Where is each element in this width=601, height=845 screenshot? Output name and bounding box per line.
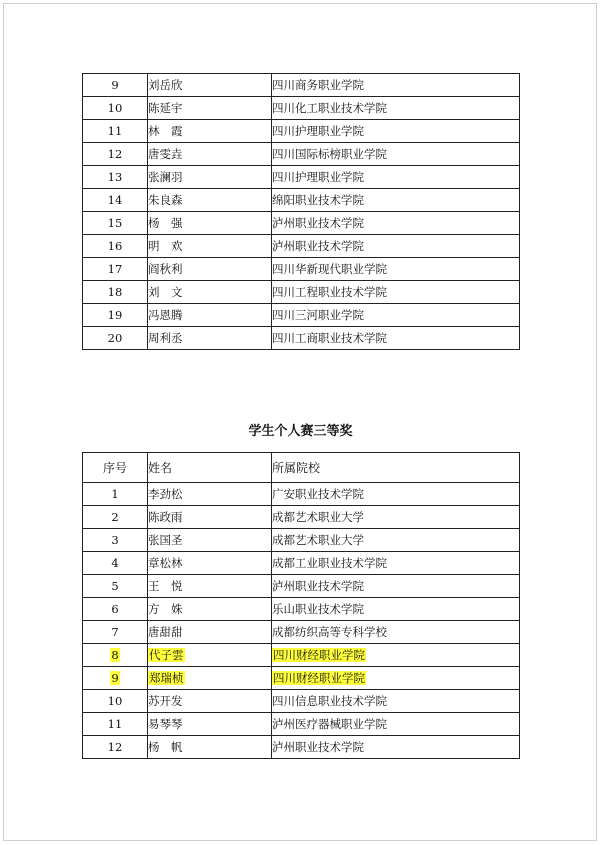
table-row [83, 736, 520, 759]
school-name: 四川财经职业学院 [273, 648, 365, 662]
school-name-cell [272, 598, 520, 621]
school-name-cell [272, 212, 520, 235]
row-number-cell [83, 736, 148, 759]
student-name-cell [148, 575, 272, 598]
row-number-cell [83, 529, 148, 552]
school-name: 四川工商职业技术学院 [272, 331, 387, 345]
row-number-cell [83, 552, 148, 575]
school-name-cell [272, 74, 520, 97]
student-name: 阎秋利 [148, 262, 183, 276]
row-number-cell [83, 644, 148, 667]
school-name: 四川护理职业学院 [272, 124, 364, 138]
row-number: 13 [107, 170, 123, 184]
student-name-cell [148, 212, 272, 235]
student-name: 王 悦 [148, 579, 183, 593]
student-name: 冯恩腾 [148, 308, 183, 322]
row-number: 2 [111, 510, 119, 524]
table-row [83, 690, 520, 713]
table-row [83, 506, 520, 529]
school-name: 泸州职业技术学院 [272, 239, 364, 253]
school-name: 泸州医疗器械职业学院 [272, 717, 387, 731]
student-name: 郑瑞桢 [149, 671, 184, 685]
row-number-cell [83, 143, 148, 166]
row-number: 5 [111, 579, 119, 593]
row-number: 15 [107, 216, 123, 230]
school-name: 泸州职业技术学院 [272, 740, 364, 754]
student-name: 张国圣 [148, 533, 183, 547]
student-name-cell [148, 621, 272, 644]
section-title: 学生个人赛三等奖 [248, 424, 353, 439]
school-name: 绵阳职业技术学院 [272, 193, 364, 207]
school-name-cell [272, 166, 520, 189]
table-row [83, 120, 520, 143]
school-name-cell [272, 97, 520, 120]
row-number-cell [83, 327, 148, 350]
school-name-cell [272, 327, 520, 350]
school-name-cell [272, 189, 520, 212]
row-number-cell [83, 621, 148, 644]
student-name: 苏开发 [148, 694, 183, 708]
school-name-cell [272, 575, 520, 598]
row-number: 12 [107, 740, 123, 754]
row-number: 3 [111, 533, 119, 547]
row-number-cell [83, 690, 148, 713]
school-name: 四川护理职业学院 [272, 170, 364, 184]
row-number-cell [83, 598, 148, 621]
table-row [83, 552, 520, 575]
student-name: 李劲松 [148, 487, 183, 501]
row-number: 7 [111, 625, 119, 639]
student-name: 周利丞 [148, 331, 183, 345]
school-name: 四川三河职业学院 [272, 308, 364, 322]
award-table-continued [82, 73, 520, 350]
row-number-cell [83, 304, 148, 327]
student-name: 陈政雨 [148, 510, 183, 524]
table-header-row [83, 453, 520, 483]
student-name-cell [148, 552, 272, 575]
table-row [83, 212, 520, 235]
student-name-cell [148, 598, 272, 621]
student-name: 林 霞 [148, 124, 183, 138]
table-row [83, 189, 520, 212]
student-name-cell [148, 736, 272, 759]
header-school: 所属院校 [272, 453, 520, 483]
student-name-cell [148, 74, 272, 97]
school-name-cell [272, 258, 520, 281]
row-number: 8 [111, 648, 119, 662]
row-number: 6 [111, 602, 119, 616]
row-number: 9 [111, 78, 119, 92]
student-name-cell [148, 327, 272, 350]
school-name: 广安职业技术学院 [272, 487, 364, 501]
table-row [83, 97, 520, 120]
row-number-cell [83, 166, 148, 189]
school-name-cell [272, 621, 520, 644]
table-row [83, 621, 520, 644]
row-number-cell [83, 97, 148, 120]
student-name-cell [148, 166, 272, 189]
table-row [83, 644, 520, 667]
student-name-cell [148, 529, 272, 552]
student-name: 张澜羽 [148, 170, 183, 184]
student-name-cell [148, 120, 272, 143]
table-row [83, 667, 520, 690]
table-row [83, 74, 520, 97]
table-row [83, 483, 520, 506]
student-name-cell [148, 506, 272, 529]
school-name-cell [272, 552, 520, 575]
row-number: 14 [107, 193, 123, 207]
school-name-cell [272, 143, 520, 166]
school-name: 成都工业职业技术学院 [272, 556, 387, 570]
row-number-cell [83, 575, 148, 598]
row-number: 1 [111, 487, 119, 501]
table-row [83, 143, 520, 166]
student-name: 唐甜甜 [148, 625, 183, 639]
table-row [83, 166, 520, 189]
school-name: 四川国际标榜职业学院 [272, 147, 387, 161]
row-number-cell [83, 189, 148, 212]
school-name: 四川信息职业技术学院 [272, 694, 387, 708]
row-number-cell [83, 120, 148, 143]
school-name: 成都艺术职业大学 [272, 510, 364, 524]
school-name-cell [272, 644, 520, 667]
school-name: 四川华新现代职业学院 [272, 262, 387, 276]
header-number: 序号 [83, 453, 148, 483]
student-name-cell [148, 235, 272, 258]
school-name-cell [272, 690, 520, 713]
row-number-cell [83, 212, 148, 235]
school-name-cell [272, 736, 520, 759]
row-number: 4 [111, 556, 119, 570]
student-name: 杨 帆 [148, 740, 183, 754]
school-name-cell [272, 483, 520, 506]
school-name: 四川化工职业技术学院 [272, 101, 387, 115]
row-number: 9 [111, 671, 119, 685]
student-name-cell [148, 690, 272, 713]
table-row [83, 281, 520, 304]
row-number: 12 [107, 147, 123, 161]
student-name-cell [148, 667, 272, 690]
table-row [83, 327, 520, 350]
student-name: 刘岳欣 [148, 78, 183, 92]
school-name-cell [272, 713, 520, 736]
student-name: 杨 强 [148, 216, 183, 230]
school-name: 四川工程职业技术学院 [272, 285, 387, 299]
school-name-cell [272, 529, 520, 552]
row-number: 18 [107, 285, 123, 299]
row-number: 16 [107, 239, 123, 253]
row-number: 17 [107, 262, 123, 276]
school-name: 泸州职业技术学院 [272, 579, 364, 593]
student-name: 朱良森 [148, 193, 183, 207]
student-name: 陈延宇 [148, 101, 183, 115]
student-name-cell [148, 713, 272, 736]
student-name-cell [148, 189, 272, 212]
student-name-cell [148, 644, 272, 667]
row-number-cell [83, 281, 148, 304]
row-number-cell [83, 483, 148, 506]
table-row [83, 598, 520, 621]
row-number: 10 [107, 101, 123, 115]
table-row [83, 575, 520, 598]
student-name-cell [148, 304, 272, 327]
school-name: 四川商务职业学院 [272, 78, 364, 92]
table-row [83, 304, 520, 327]
school-name: 四川财经职业学院 [273, 671, 365, 685]
row-number: 19 [107, 308, 123, 322]
row-number-cell [83, 258, 148, 281]
school-name-cell [272, 304, 520, 327]
table-row [83, 529, 520, 552]
row-number: 20 [107, 331, 123, 345]
student-name-cell [148, 97, 272, 120]
school-name: 成都艺术职业大学 [272, 533, 364, 547]
school-name: 成都纺织高等专科学校 [272, 625, 387, 639]
student-name: 章松林 [148, 556, 183, 570]
school-name: 乐山职业技术学院 [272, 602, 364, 616]
header-name: 姓名 [148, 453, 272, 483]
row-number-cell [83, 506, 148, 529]
row-number: 11 [107, 717, 123, 731]
school-name-cell [272, 667, 520, 690]
student-name: 方 姝 [148, 602, 183, 616]
student-name-cell [148, 143, 272, 166]
student-name: 唐雯垚 [148, 147, 183, 161]
student-name: 刘 文 [148, 285, 183, 299]
student-name-cell [148, 281, 272, 304]
student-name-cell [148, 258, 272, 281]
row-number: 10 [107, 694, 123, 708]
third-prize-table [82, 452, 520, 759]
row-number-cell [83, 667, 148, 690]
student-name: 明 欢 [148, 239, 183, 253]
row-number: 11 [107, 124, 123, 138]
school-name-cell [272, 281, 520, 304]
row-number-cell [83, 235, 148, 258]
table-row [83, 258, 520, 281]
school-name-cell [272, 120, 520, 143]
table-row [83, 713, 520, 736]
table-row [83, 235, 520, 258]
school-name: 泸州职业技术学院 [272, 216, 364, 230]
student-name-cell [148, 483, 272, 506]
row-number-cell [83, 74, 148, 97]
student-name: 代子雲 [149, 648, 184, 662]
school-name-cell [272, 235, 520, 258]
row-number-cell [83, 713, 148, 736]
student-name: 易琴琴 [148, 717, 183, 731]
school-name-cell [272, 506, 520, 529]
